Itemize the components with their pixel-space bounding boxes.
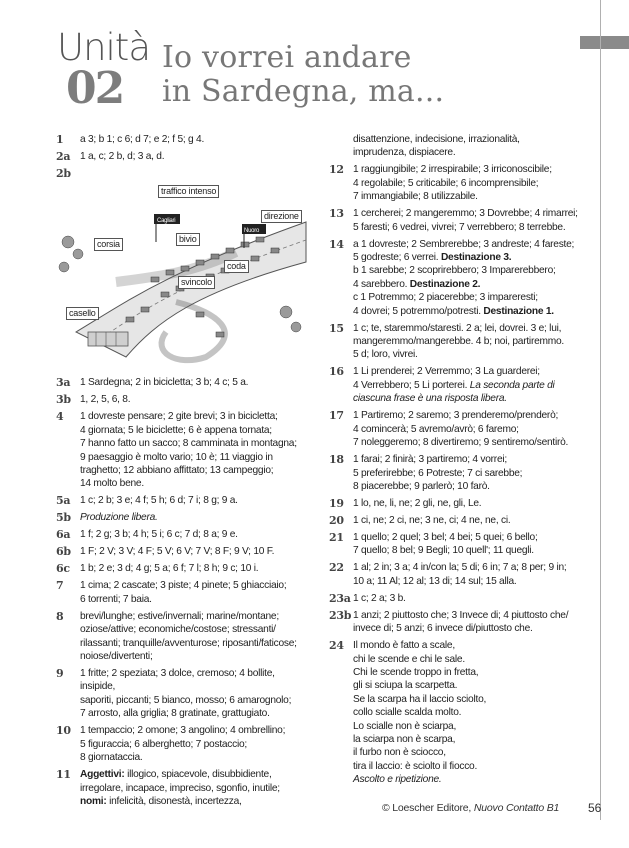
answer-line: 9 paesaggio è molto vario; 10 è; 11 viaggio in bbox=[80, 451, 273, 463]
answer-line: 5 preferirebbe; 6 Potreste; 7 ci sarebbe; bbox=[353, 467, 523, 479]
answer-line: brevi/lunghe; estive/invernali; marine/montane; bbox=[80, 610, 279, 622]
exercise-10 bbox=[56, 724, 308, 764]
exercise-number: 19 bbox=[329, 496, 344, 510]
exercise-number: 3a bbox=[56, 376, 71, 390]
exercise-number: 12 bbox=[329, 163, 344, 177]
answer-lead: nomi: bbox=[80, 795, 107, 807]
answer-line: 1 Li prenderei; 2 Verremmo; 3 La guarderei; bbox=[353, 366, 540, 378]
highway-illustration bbox=[56, 182, 308, 368]
exercise-6b bbox=[56, 545, 308, 558]
answer-line: 4 giornata; 5 le biciclette; 6 è appena tornata; bbox=[80, 424, 272, 436]
exercise-number: 5a bbox=[56, 494, 71, 508]
poem-line: chi le scende e chi le sale. bbox=[353, 653, 465, 665]
answer-note: La seconda parte di bbox=[467, 379, 555, 391]
answer-line: 4 dovrei; 5 potremmo/potresti. bbox=[353, 305, 481, 317]
answer-line: 7 noleggeremo; 8 divertiremo; 9 sentiremo/sentirò. bbox=[353, 437, 569, 449]
exercise-17 bbox=[329, 409, 581, 449]
answer-line: 7 hanno fatto un sacco; 8 camminata in montagna; bbox=[80, 438, 297, 450]
answer-line: 7 immangiabile; 8 utilizzabile. bbox=[353, 191, 478, 203]
exercise-number: 21 bbox=[329, 530, 344, 544]
accent-bar bbox=[580, 36, 629, 49]
answer-line: noiose/divertenti; bbox=[80, 651, 153, 663]
title-line-2: in Sardegna, ma... bbox=[162, 74, 445, 109]
unit-number: 02 bbox=[66, 63, 124, 114]
exercise-number: 2b bbox=[56, 167, 71, 180]
answer-line: infelicità, disonestà, incertezza, bbox=[106, 795, 242, 807]
poem-line: gli si sciupa la scarpetta. bbox=[353, 680, 458, 692]
answer-line: traghetto; 12 abbiano affittato; 13 campeggio; bbox=[80, 465, 274, 477]
answer-line: 14 molto bene. bbox=[80, 478, 144, 490]
answer-line: 1 quello; 2 quel; 3 bel; 4 bei; 5 quei; 6 bello; bbox=[353, 531, 538, 543]
exercise-3a bbox=[56, 376, 308, 389]
exercise-4 bbox=[56, 410, 308, 490]
answer-line: 1 dovreste pensare; 2 gite brevi; 3 in bicicletta; bbox=[80, 411, 278, 423]
answer-text: 1 b; 2 e; 3 d; 4 g; 5 a; 6 f; 7 l; 8 h; 9 c; 10 i. bbox=[80, 563, 259, 575]
answer-line: 7 quello; 8 bel; 9 Begli; 10 quell'; 11 quegli. bbox=[353, 545, 534, 557]
answer-text: a 3; b 1; c 6; d 7; e 2; f 5; g 4. bbox=[80, 134, 205, 145]
answer-line: 5 godreste; 6 verrei. bbox=[353, 252, 439, 264]
exercise-14 bbox=[329, 238, 581, 318]
answer-line: 7 arrosto, alla griglia; 8 gratinate, grattugiato. bbox=[80, 708, 270, 720]
exercise-16 bbox=[329, 365, 581, 405]
exercise-number: 24 bbox=[329, 639, 344, 653]
exercise-21 bbox=[329, 531, 581, 558]
exercise-5b bbox=[56, 511, 308, 524]
poem-line: il furbo non è sciocco, bbox=[353, 747, 446, 759]
answer-text: 1, 2, 5, 6, 8. bbox=[80, 394, 131, 406]
answer-line: oziose/attive; economiche/costose; stressanti/ bbox=[80, 624, 276, 636]
unit-label: Unità bbox=[57, 26, 150, 69]
exercise-number: 22 bbox=[329, 561, 344, 575]
exercise-12 bbox=[329, 163, 581, 203]
exercise-2a bbox=[56, 150, 308, 163]
exercise-number: 8 bbox=[56, 609, 64, 623]
exercise-number: 20 bbox=[329, 513, 344, 527]
exercise-23b bbox=[329, 609, 581, 636]
exercise-13 bbox=[329, 207, 581, 234]
exercise-22 bbox=[329, 561, 581, 588]
poem-line: la sciarpa non è scarpa, bbox=[353, 733, 456, 745]
poem-line: tira il laccio: è sciolto il fiocco. bbox=[353, 760, 478, 772]
exercise-19 bbox=[329, 497, 581, 510]
label-svincolo: svincolo bbox=[178, 276, 215, 289]
sign-b: Nuoro bbox=[244, 228, 260, 235]
answer-line: 4 regolabile; 5 criticabile; 6 incomprensibile; bbox=[353, 177, 539, 189]
exercise-15 bbox=[329, 322, 581, 362]
exercise-2b bbox=[56, 167, 308, 180]
answer-line: a 1 dovreste; 2 Sembrerebbe; 3 andreste; 4 fareste; bbox=[353, 238, 575, 250]
exercise-number: 6a bbox=[56, 528, 71, 542]
poem-note: Ascolto e ripetizione. bbox=[353, 774, 442, 786]
answer-text: 1 c; 2 a; 3 b. bbox=[353, 592, 406, 604]
exercise-1 bbox=[56, 133, 308, 146]
page-title bbox=[162, 41, 444, 109]
answer-line: saporiti, piccanti; 5 bianco, mosso; 6 amarognolo; bbox=[80, 694, 292, 706]
answer-line: 5 d; loro, vivrei. bbox=[353, 349, 418, 361]
poem-line: Se la scarpa ha il laccio sciolto, bbox=[353, 693, 487, 705]
answer-lead: Aggettivi: bbox=[80, 769, 125, 781]
answer-text: 1 a, c; 2 b, d; 3 a, d. bbox=[80, 151, 165, 162]
exercise-9 bbox=[56, 667, 308, 721]
poem-line: Chi le scende troppo in fretta, bbox=[353, 666, 479, 678]
answer-text: 1 c; 2 b; 3 e; 4 f; 5 h; 6 d; 7 i; 8 g; 9 a. bbox=[80, 495, 238, 507]
answer-note: ciascuna frase è una risposta libera. bbox=[353, 393, 507, 405]
exercise-number: 13 bbox=[329, 207, 344, 221]
answer-line: 6 torrenti; 7 baia. bbox=[80, 593, 152, 605]
exercise-number: 10 bbox=[56, 724, 71, 738]
answer-text: 1 f; 2 g; 3 b; 4 h; 5 i; 6 c; 7 d; 8 a; 9 e. bbox=[80, 529, 238, 541]
exercise-number: 3b bbox=[56, 393, 71, 407]
exercise-6a bbox=[56, 528, 308, 541]
poem-line: Lo scialle non è sciarpa, bbox=[353, 720, 457, 732]
answer-line: 4 Verrebbero; 5 Li porterei. bbox=[353, 379, 468, 391]
exercise-number: 2a bbox=[56, 150, 71, 163]
exercise-3b bbox=[56, 393, 308, 406]
exercise-number: 6b bbox=[56, 545, 71, 559]
answer-line: c 1 Potremmo; 2 piacerebbe; 3 impareresti; bbox=[353, 292, 538, 304]
exercise-number: 9 bbox=[56, 667, 64, 681]
exercise-8 bbox=[56, 610, 308, 664]
label-traffico: traffico intenso bbox=[158, 185, 219, 198]
answer-line: 4 comincerà; 5 avremo/avrò; 6 faremo; bbox=[353, 423, 519, 435]
exercise-11-continued bbox=[329, 133, 581, 160]
exercise-number: 4 bbox=[56, 410, 64, 424]
answer-text: Produzione libera. bbox=[80, 512, 158, 524]
exercise-23a bbox=[329, 592, 581, 605]
exercise-number: 6c bbox=[56, 562, 70, 576]
title-line-1: Io vorrei andare bbox=[162, 40, 412, 75]
answer-text: 1 Sardegna; 2 in bicicletta; 3 b; 4 c; 5 a. bbox=[80, 377, 249, 389]
answer-line: 1 Partiremo; 2 saremo; 3 prenderemo/prenderò; bbox=[353, 410, 559, 422]
exercise-number: 7 bbox=[56, 579, 64, 593]
exercise-number: 23a bbox=[329, 591, 351, 605]
poem-line: collo scialle scalda molto. bbox=[353, 707, 462, 719]
exercise-number: 14 bbox=[329, 237, 344, 251]
answer-line: 10 a; 11 Al; 12 al; 13 di; 14 sul; 15 alla. bbox=[353, 575, 517, 587]
label-bivio: bivio bbox=[176, 233, 200, 246]
answers-left-column bbox=[56, 133, 308, 812]
destination-label: Destinazione 2. bbox=[407, 278, 481, 290]
answer-line: 8 piacerebbe; 9 parlerò; 10 farò. bbox=[353, 480, 490, 492]
answer-line: imprudenza, dispiacere. bbox=[353, 147, 456, 159]
exercise-18 bbox=[329, 453, 581, 493]
answer-line: 4 sarebbero. bbox=[353, 278, 408, 290]
answer-line: mangeremmo/mangerebbe. 4 b; noi, partiremmo. bbox=[353, 336, 564, 348]
exercise-number: 18 bbox=[329, 453, 344, 467]
exercise-number: 23b bbox=[329, 608, 352, 622]
answer-line: disattenzione, indecisione, irrazionalità, bbox=[353, 134, 520, 145]
answer-line: 1 cima; 2 cascate; 3 piste; 4 pinete; 5 ghiacciaio; bbox=[80, 580, 287, 592]
answer-line: invece di; 5 anzi; 6 invece di/piuttosto che. bbox=[353, 623, 533, 635]
label-casello: casello bbox=[66, 307, 99, 320]
poem-line: Il mondo è fatto a scale, bbox=[353, 640, 455, 652]
answer-line: 8 giornataccia. bbox=[80, 752, 143, 764]
exercise-number: 15 bbox=[329, 321, 344, 335]
answer-line: 1 fritte; 2 speziata; 3 dolce, cremoso; 4 bollite, insipide, bbox=[80, 668, 275, 693]
answer-line: 1 farai; 2 finirà; 3 partiremo; 4 vorrei; bbox=[353, 454, 507, 466]
answers-right-column bbox=[329, 133, 581, 790]
destination-label: Destinazione 3. bbox=[438, 252, 512, 264]
answer-line: 1 tempaccio; 2 omone; 3 angolino; 4 ombrellino; bbox=[80, 725, 286, 737]
answer-line: 1 al; 2 in; 3 a; 4 in/con la; 5 di; 6 in; 7 a; 8 per; 9 in; bbox=[353, 562, 567, 574]
copyright-text: © Loescher Editore, bbox=[382, 802, 472, 814]
answer-line: 1 c; te, staremmo/staresti. 2 a; lei, dovrei. 3 e; lui, bbox=[353, 322, 562, 334]
label-corsia: corsia bbox=[94, 238, 123, 251]
exercise-number: 1 bbox=[56, 133, 64, 146]
exercise-number: 17 bbox=[329, 409, 344, 423]
exercise-number: 11 bbox=[56, 768, 71, 782]
exercise-number: 16 bbox=[329, 365, 344, 379]
answer-text: 1 F; 2 V; 3 V; 4 F; 5 V; 6 V; 7 V; 8 F; 9 V; 10 F. bbox=[80, 546, 275, 558]
exercise-11 bbox=[56, 768, 308, 808]
answer-line: 1 raggiungibile; 2 irrespirabile; 3 irriconoscibile; bbox=[353, 164, 552, 176]
answer-line: rilassanti; tranquille/avventurose; riposanti/faticose; bbox=[80, 637, 297, 649]
label-direzione: direzione bbox=[261, 210, 302, 223]
margin-rule bbox=[600, 0, 601, 820]
exercise-20 bbox=[329, 514, 581, 527]
answer-line: 5 faresti; 6 vedrei, vivrei; 7 verrebbero; 8 terrebbe. bbox=[353, 221, 566, 233]
book-title: Nuovo Contatto B1 bbox=[473, 802, 560, 814]
label-coda: coda bbox=[224, 260, 249, 273]
answer-text: 1 lo, ne, li, ne; 2 gli, ne, gli, Le. bbox=[353, 497, 482, 509]
answer-line: 5 figuraccia; 6 alberghetto; 7 postaccio; bbox=[80, 738, 248, 750]
answer-line: 1 cercherei; 2 mangeremmo; 3 Dovrebbe; 4 rimarrei; bbox=[353, 208, 578, 220]
page-number: 56 bbox=[588, 801, 602, 815]
answer-line: illogico, spiacevole, disubbidiente, bbox=[124, 769, 272, 781]
answer-line: 1 anzi; 2 piuttosto che; 3 Invece di; 4 piuttosto che/ bbox=[353, 609, 569, 621]
exercise-24 bbox=[329, 639, 581, 786]
exercise-number: 5b bbox=[56, 511, 71, 525]
answer-line: irregolare, incapace, impreciso, sgonfio, inutile; bbox=[80, 782, 280, 794]
exercise-6c bbox=[56, 562, 308, 575]
answer-text: 1 ci, ne; 2 ci, ne; 3 ne, ci; 4 ne, ne, ci. bbox=[353, 514, 511, 526]
exercise-7 bbox=[56, 579, 308, 606]
destination-label: Destinazione 1. bbox=[480, 305, 554, 317]
footer-credit bbox=[382, 802, 559, 814]
sign-a: Cagliari bbox=[157, 218, 176, 225]
answer-line: b 1 sarebbe; 2 scoprirebbero; 3 Imparerebbero; bbox=[353, 265, 556, 277]
exercise-5a bbox=[56, 494, 308, 507]
